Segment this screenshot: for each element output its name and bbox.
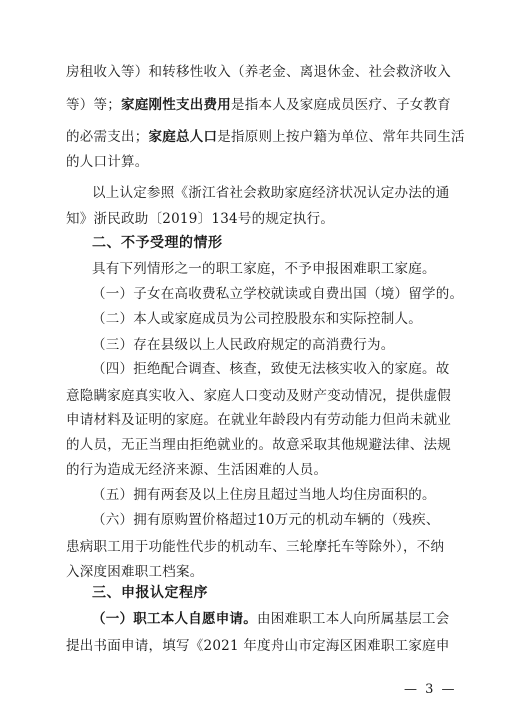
list-item: （五）拥有两套及以上住房且超过当地人均住房面积的。 [92, 487, 436, 503]
list-item-continuation: 患病职工用于功能性代步的机动车、三轮摩托车等除外），不纳 [66, 539, 445, 555]
paragraph-line: 的必需支出；家庭总人口是指原则上按户籍为单位、常年共同生活 [66, 129, 465, 145]
term-household-size: 家庭总人口 [148, 129, 218, 145]
list-item-continuation: 的人员，无正当理由拒绝就业的。故意采取其他规避法律、法规 [66, 437, 451, 453]
list-item-continuation: 申请材料及证明的家庭。在就业年龄段内有劳动能力但尚未就业 [66, 412, 451, 428]
list-item: （二）本人或家庭成员为公司控股股东和实际控制人。 [92, 311, 422, 327]
section-heading: 三、申报认定程序 [92, 585, 208, 601]
subsection-title: （一）职工本人自愿申请。 [92, 611, 257, 627]
list-item-continuation: 提出书面申请，填写《2021 年度舟山市定海区困难职工家庭申 [66, 638, 450, 654]
paragraph-line: 房租收入等）和转移性收入（养老金、离退休金、社会救济收入 [66, 64, 451, 80]
list-item-continuation: 入深度困难职工档案。 [66, 564, 204, 580]
list-item-continuation: 意隐瞒家庭真实收入、家庭人口变动及财产变动情况，提供虚假 [66, 388, 451, 404]
paragraph-line: 以上认定参照《浙江省社会救助家庭经济状况认定办法的通 [92, 185, 450, 201]
paragraph-line: 知》浙民政助〔2019〕134号的规定执行。 [66, 211, 335, 227]
term-rigid-expense: 家庭刚性支出费用 [121, 97, 231, 113]
section-heading: 二、不予受理的情形 [92, 235, 223, 251]
page-number: — 3 — [404, 682, 457, 697]
list-item-continuation: 的行为造成无经济来源、生活困难的人员。 [66, 462, 328, 478]
section-intro: 具有下列情形之一的职工家庭，不予申报困难职工家庭。 [92, 261, 436, 277]
paragraph-line: 等）等；家庭刚性支出费用是指本人及家庭成员医疗、子女教育 [66, 97, 451, 113]
list-item: （四）拒绝配合调查、核查，致使无法核实收入的家庭。故 [92, 361, 450, 377]
paragraph-line: 的人口计算。 [66, 154, 149, 170]
list-item: （一）职工本人自愿申请。由困难职工本人向所属基层工会 [92, 611, 450, 627]
list-item: （六）拥有原购置价格超过10万元的机动车辆的（残疾、 [92, 512, 440, 528]
list-item: （一）子女在高收费私立学校就读或自费出国（境）留学的。 [92, 286, 464, 302]
list-item: （三）存在县级以上人民政府规定的高消费行为。 [92, 337, 395, 353]
